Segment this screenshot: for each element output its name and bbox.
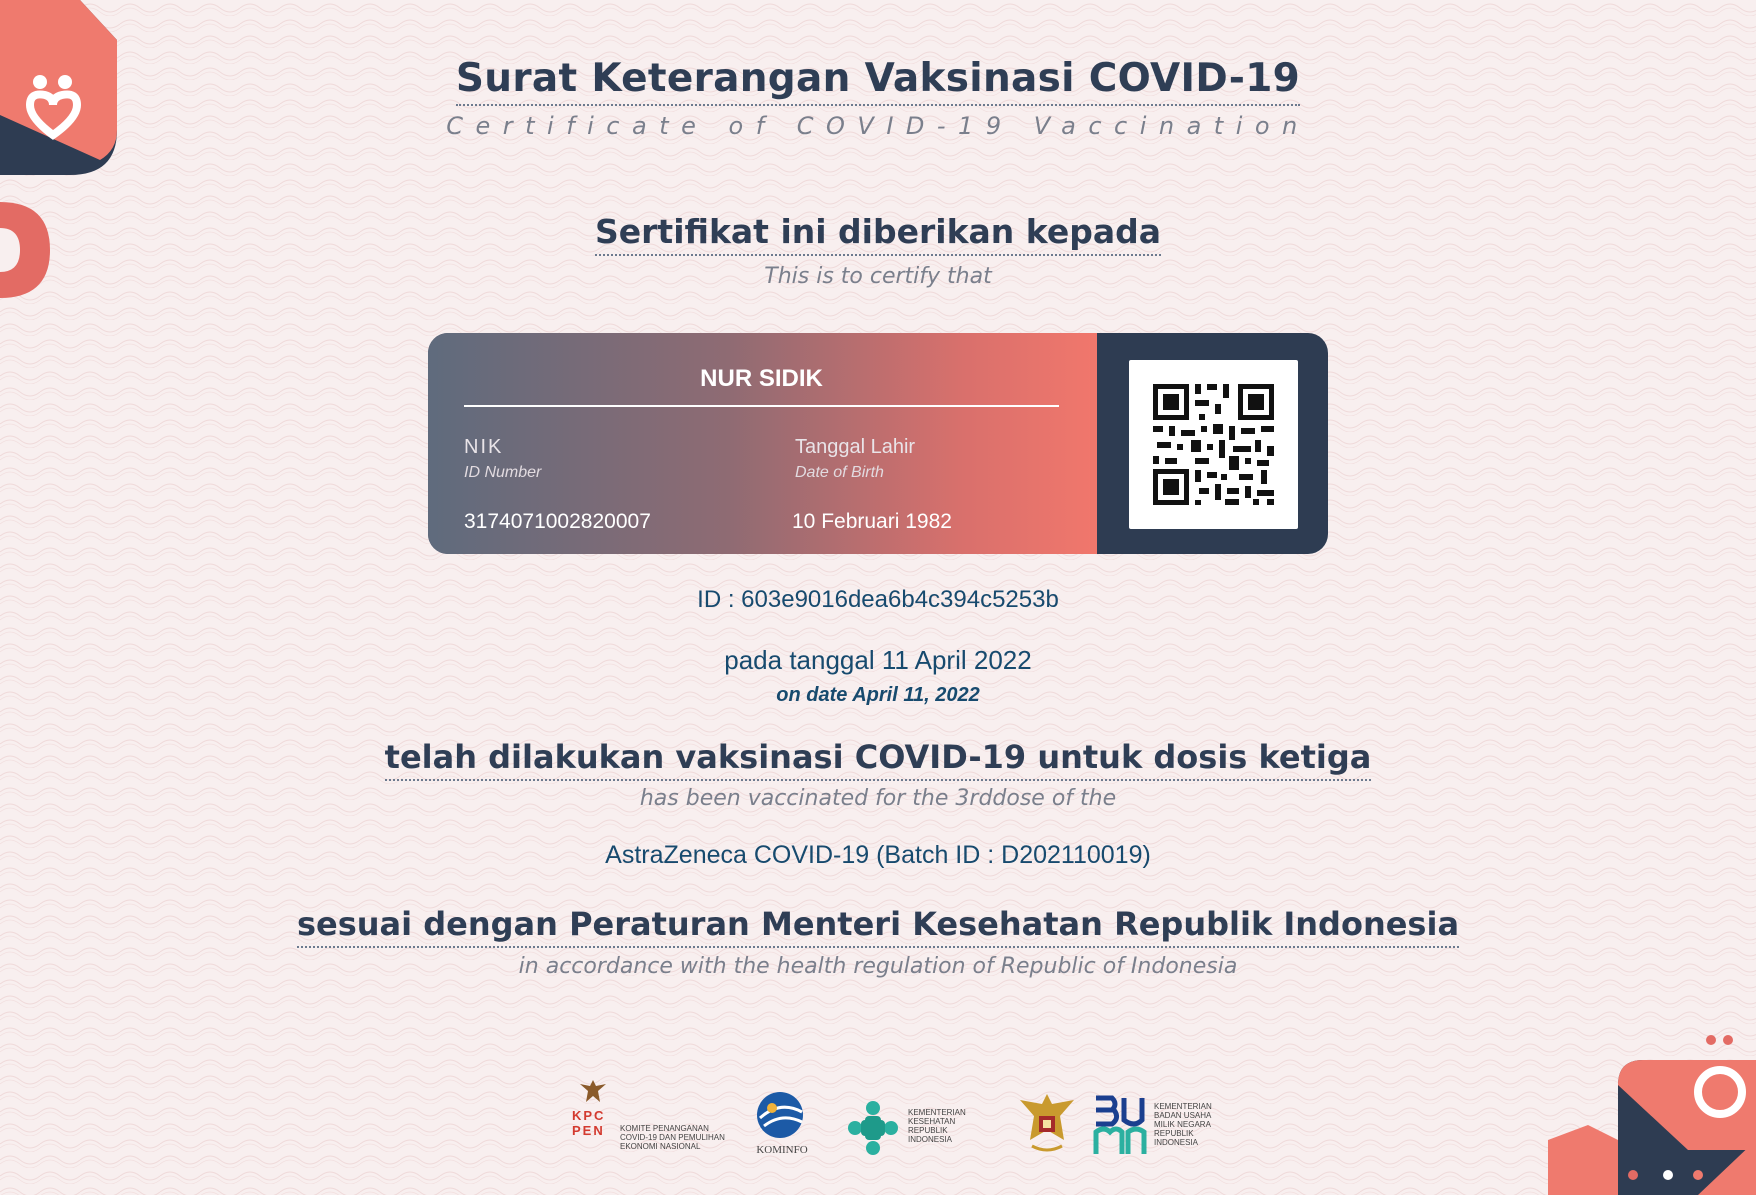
qr-code-icon bbox=[1129, 360, 1298, 529]
vaccine-name: AstraZeneca COVID-19 (Batch ID : D202110019) bbox=[605, 841, 1151, 869]
nik-label-english: ID Number bbox=[464, 464, 542, 481]
kpcpen-mark: KPC PEN bbox=[572, 1108, 606, 1138]
garuda-small-icon bbox=[578, 1078, 608, 1104]
dob-label-english: Date of Birth bbox=[795, 464, 884, 481]
kemenkes-text: KEMENTERIAN KESEHATAN REPUBLIK INDONESIA bbox=[908, 1108, 966, 1144]
qr-code bbox=[1129, 360, 1298, 529]
vaccinated-subheading: has been vaccinated for the 3rddose of the bbox=[639, 786, 1117, 811]
vaccination-date: pada tanggal 11 April 2022 bbox=[724, 645, 1032, 675]
holder-card bbox=[428, 333, 1328, 554]
holder-name: NUR SIDIK bbox=[464, 365, 1059, 407]
nik-value: 3174071002820007 bbox=[464, 510, 651, 533]
certificate-id: ID : 603e9016dea6b4c394c5253b bbox=[697, 586, 1059, 613]
certificate-title-english: Certificate of COVID-19 Vaccination bbox=[446, 112, 1310, 140]
certificate-title: Surat Keterangan Vaksinasi COVID-19 bbox=[456, 56, 1300, 106]
kominfo-globe-icon bbox=[750, 1090, 810, 1140]
kpcpen-text: KOMITE PENANGANAN COVID-19 DAN PEMULIHAN EKONOMI NASIONAL bbox=[620, 1124, 725, 1151]
vaccination-date-english: on date April 11, 2022 bbox=[776, 684, 980, 706]
bumn-text: KEMENTERIAN BADAN USAHA MILIK NEGARA REPUBLIK INDONESIA bbox=[1154, 1102, 1212, 1147]
kemenkes-icon bbox=[848, 1100, 898, 1156]
bumn-logo bbox=[1012, 1090, 1242, 1170]
kominfo-logo bbox=[750, 1090, 820, 1170]
kominfo-text: KOMINFO bbox=[756, 1144, 808, 1156]
dob-label: Tanggal Lahir bbox=[795, 436, 916, 458]
vaccinated-heading: telah dilakukan vaksinasi COVID-19 untuk dosis ketiga bbox=[385, 738, 1372, 781]
regulation-heading: sesuai dengan Peraturan Menteri Kesehatan Republik Indonesia bbox=[297, 905, 1459, 948]
dob-value: 10 Februari 1982 bbox=[792, 510, 952, 533]
certify-heading: Sertifikat ini diberikan kepada bbox=[595, 212, 1161, 256]
regulation-subheading: in accordance with the health regulation of Republic of Indonesia bbox=[518, 954, 1238, 979]
garuda-pancasila-icon bbox=[1012, 1090, 1082, 1158]
corner-decoration bbox=[1548, 1030, 1756, 1195]
bumn-mark-icon bbox=[1092, 1092, 1148, 1156]
nik-label: NIK bbox=[464, 436, 504, 458]
footer-logos bbox=[540, 1070, 1240, 1170]
kpcpen-logo bbox=[556, 1078, 726, 1168]
kemenkes-logo bbox=[848, 1100, 988, 1170]
certify-subheading: This is to certify that bbox=[764, 264, 992, 289]
